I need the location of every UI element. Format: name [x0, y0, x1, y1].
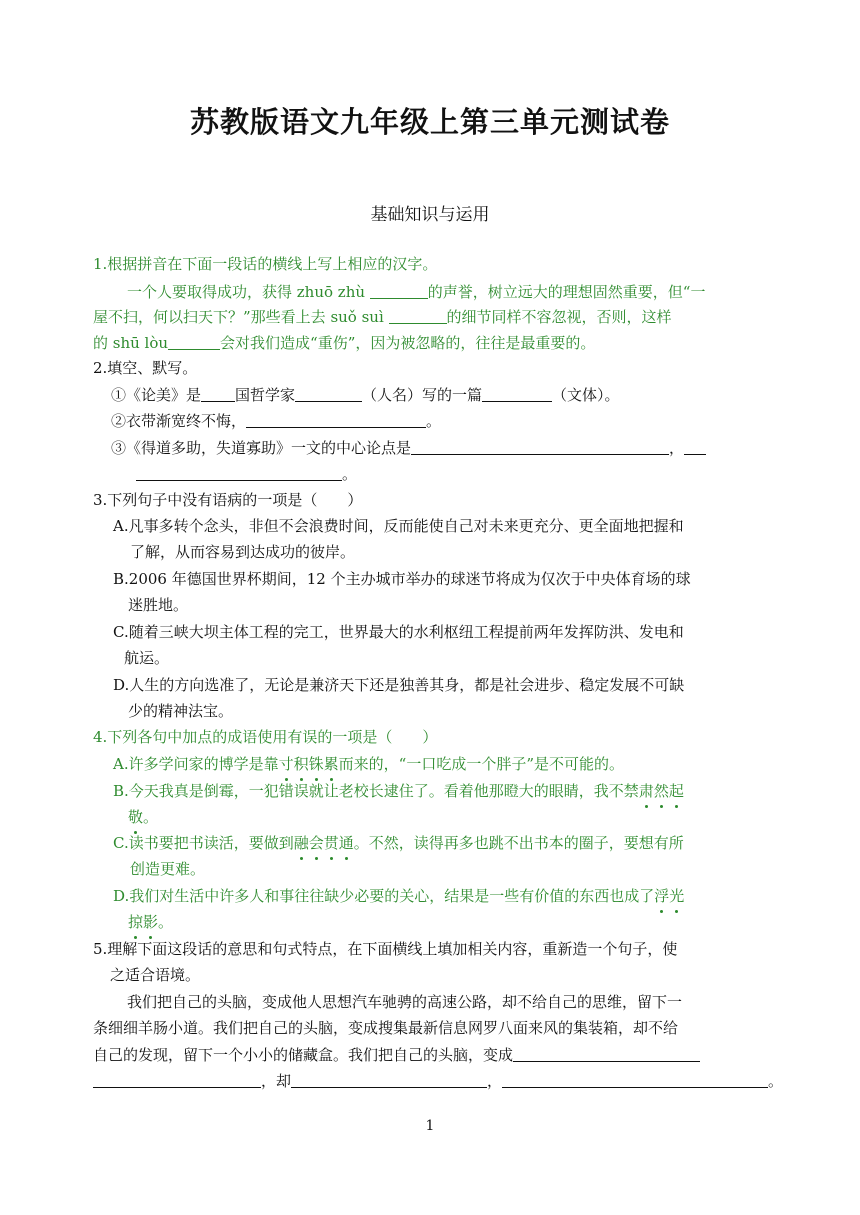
q5-stem: 5.理解下面这段话的意思和句式特点，在下面横线上填加相关内容，重新造一个句子，使 [93, 940, 678, 958]
emphasis-char: 会 [308, 834, 324, 852]
q4-option-c-cont: 创造更难。 [130, 860, 206, 878]
section-heading: 基础知识与运用 [370, 205, 490, 225]
q4-option-d [113, 886, 684, 906]
q4-emphasis [279, 755, 339, 773]
q3-option-d: D.人生的方向选准了，无论是兼济天下还是独善其身，都是社会进步、稳定发展不可缺 [113, 676, 685, 694]
answer-blank[interactable] [291, 1071, 487, 1088]
q4-emphasis [639, 782, 684, 800]
q5-text: 自己的发现，留下一个小小的储藏盒。我们把自己的头脑，变成 [93, 1046, 514, 1064]
emphasis-char: 累 [323, 755, 339, 773]
emphasis-char: 通 [338, 834, 354, 852]
answer-blank[interactable] [136, 464, 342, 481]
q4-text: C.读书要把书读活，要做到 [113, 834, 294, 852]
answer-blank[interactable] [389, 307, 447, 324]
q1-line-2 [93, 307, 672, 327]
q1-text: 的细节同样不容忽视，否则，这样 [446, 308, 672, 326]
q2-item-1 [111, 385, 620, 405]
q5-text: ， [487, 1072, 503, 1090]
answer-blank[interactable] [370, 282, 428, 299]
q2-item-3-cont [136, 464, 357, 484]
emphasis-char: 贯 [323, 834, 339, 852]
answer-blank[interactable] [168, 333, 220, 350]
answer-blank[interactable] [411, 438, 669, 455]
q3-option-c: C.随着三峡大坝主体工程的完工，世界最大的水利枢纽工程提前两年发挥防洪、发电和 [113, 623, 684, 641]
q4-text: 。不然，读得再多也跳不出书本的圈子，要想有所 [353, 834, 684, 852]
emphasis-char: 浮 [654, 887, 670, 905]
q3-option-b: B.2006 年德国世界杯期间，12 个主办城市举办的球迷节将成为仅次于中央体育场的球 [113, 570, 691, 588]
q2-text: （文体）。 [552, 386, 620, 404]
q2-text: 。 [342, 465, 358, 483]
q2-text: ， [669, 439, 685, 457]
q1-text: 屋不扫，何以扫天下？”那些看上去 suǒ suì [93, 308, 389, 326]
emphasis-char: 起 [668, 782, 684, 800]
q4-emphasis [128, 913, 158, 931]
page-number: 1 [425, 1118, 435, 1134]
emphasis-char: 积 [293, 755, 309, 773]
q2-item-2 [111, 411, 441, 431]
q1-text: 的声誉，树立远大的理想固然重要，但“一 [427, 283, 706, 301]
q5-text: ，却 [261, 1072, 292, 1090]
answer-blank[interactable] [513, 1045, 700, 1062]
answer-blank[interactable] [684, 438, 706, 455]
emphasis-char: 融 [293, 834, 309, 852]
q4-option-b [113, 781, 684, 801]
emphasis-char: 寸 [278, 755, 294, 773]
q4-option-c [113, 833, 684, 853]
q4-emphasis [128, 808, 143, 826]
answer-blank[interactable] [201, 385, 235, 402]
q4-emphasis [654, 887, 684, 905]
emphasis-char: 光 [669, 887, 685, 905]
q5-stem-cont: 之适合语境。 [110, 966, 201, 984]
q1-text: 一个人要取得成功，获得 zhuō zhù [127, 283, 370, 301]
page-title: 苏教版语文九年级上第三单元测试卷 [189, 105, 670, 139]
q3-option-c-cont: 航运。 [124, 649, 170, 667]
q4-option-d-cont [128, 912, 173, 932]
q5-passage-line-3 [93, 1045, 700, 1065]
emphasis-char: 影 [143, 913, 159, 931]
q5-passage-line-2: 条细细羊肠小道。我们把自己的头脑，变成搜集最新信息网罗八面来风的集装箱，却不给 [93, 1019, 679, 1037]
answer-blank[interactable] [482, 385, 552, 402]
q4-text: B.今天我真是倒霉，一犯错误就让老校长逮住了。看着他那瞪大的眼睛，我不禁 [113, 782, 639, 800]
q1-text: 的 shū lòu [93, 334, 169, 352]
q2-item-3 [111, 438, 706, 458]
answer-blank[interactable] [502, 1071, 768, 1088]
q4-stem: 4.下列各句中加点的成语使用有误的一项是（ ） [93, 728, 438, 746]
q2-text: 国哲学家 [235, 386, 296, 404]
q2-text: ②衣带渐宽终不悔， [111, 412, 247, 430]
emphasis-char: 然 [653, 782, 669, 800]
q1-line-3 [93, 333, 595, 353]
q4-option-b-cont [128, 807, 158, 827]
q3-stem: 3.下列句子中没有语病的一项是（ ） [93, 491, 363, 509]
q3-option-a-cont: 了解，从而容易到达成功的彼岸。 [130, 543, 356, 561]
q2-text: ①《论美》是 [111, 386, 202, 404]
q3-option-b-cont: 迷胜地。 [128, 596, 189, 614]
emphasis-char: 铢 [308, 755, 324, 773]
q5-passage-line-4 [93, 1071, 783, 1091]
q5-text: 。 [768, 1072, 784, 1090]
q4-text: 而来的，“一口吃成一个胖子”是不可能的。 [338, 755, 625, 773]
answer-blank[interactable] [295, 385, 362, 402]
q5-passage-line-1: 我们把自己的头脑，变成他人思想汽车驰骋的高速公路，却不给自己的思维，留下一 [127, 993, 683, 1011]
q3-option-d-cont: 少的精神法宝。 [128, 702, 234, 720]
emphasis-char: 掠 [128, 913, 144, 931]
q2-stem: 2.填空、默写。 [93, 359, 198, 377]
q2-text: （人名）写的一篇 [362, 386, 483, 404]
q2-text: ③《得道多助，失道寡助》一文的中心论点是 [111, 439, 412, 457]
q4-text: A.许多学问家的博学是靠 [113, 755, 279, 773]
q4-option-a [113, 754, 624, 774]
q1-line-1 [127, 282, 705, 302]
q4-text: 。 [143, 808, 159, 826]
q2-text: 。 [426, 412, 442, 430]
q3-option-a: A.凡事多转个念头，非但不会浪费时间，反而能使自己对未来更充分、更全面地把握和 [113, 517, 684, 535]
q1-stem: 1.根据拼音在下面一段话的横线上写上相应的汉字。 [93, 255, 438, 273]
q4-emphasis [294, 834, 354, 852]
q4-text: 。 [158, 913, 174, 931]
answer-blank[interactable] [246, 411, 426, 428]
q1-text: 会对我们造成“重伤”，因为被忽略的，往往是最重要的。 [220, 334, 596, 352]
answer-blank[interactable] [93, 1071, 261, 1088]
emphasis-char: 肃 [638, 782, 654, 800]
emphasis-char: 敬 [128, 808, 144, 826]
q4-text: D.我们对生活中许多人和事往往缺少必要的关心，结果是一些有价值的东西也成了 [113, 887, 655, 905]
